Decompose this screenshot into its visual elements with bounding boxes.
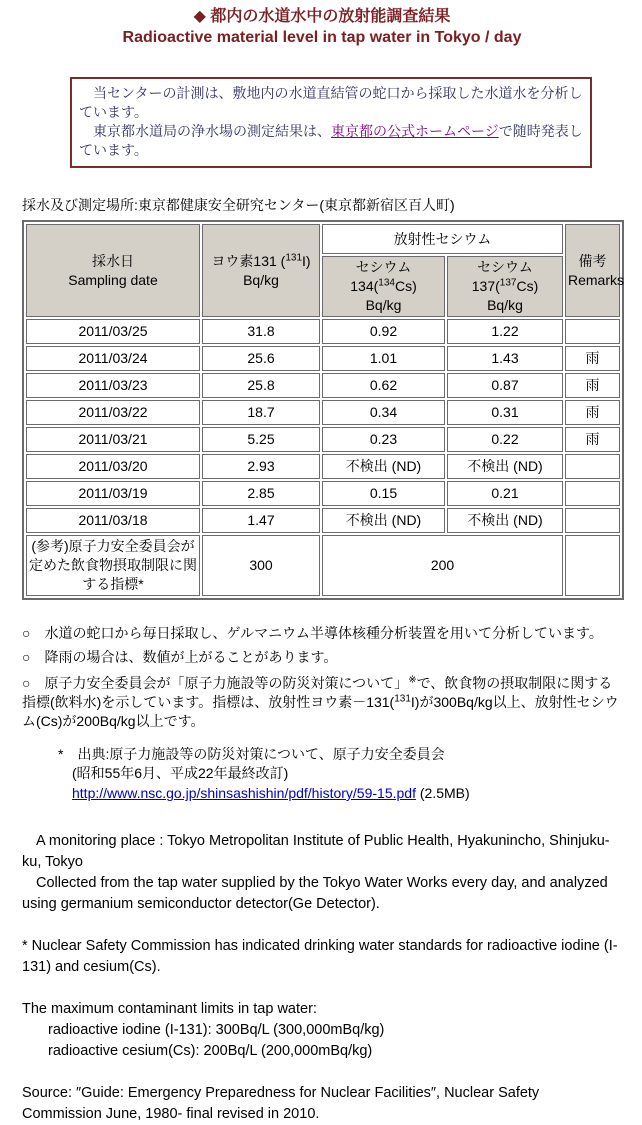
cell-cs134: 0.62 [322, 373, 445, 398]
cell-i131: 5.25 [202, 427, 320, 452]
cell-i131: 18.7 [202, 400, 320, 425]
table-row [26, 373, 620, 398]
cell-date: 2011/03/25 [26, 319, 200, 344]
limit-remark [565, 535, 620, 596]
cell-cs134: 不検出 (ND) [322, 508, 445, 533]
header-sampling-date-en: Sampling date [68, 271, 158, 288]
pdf-size: (2.5MB) [415, 785, 470, 801]
notes-section [22, 624, 622, 731]
cell-cs137: 不検出 (ND) [447, 454, 563, 479]
header-sampling-date-ja: 採水日 [92, 252, 134, 269]
limit-row [26, 535, 620, 596]
cell-date: 2011/03/18 [26, 508, 200, 533]
header-cesium-134 [322, 256, 445, 317]
header-iodine-unit: Bq/kg [243, 271, 279, 288]
limit-i131: 300 [202, 535, 320, 596]
cell-remark: 雨 [565, 427, 620, 452]
header-remarks [565, 224, 625, 317]
notice-line-1: 当センターの計測は、敷地内の水道直結管の蛇口から採取した水道水を分析しています。 [79, 85, 583, 120]
note-rainfall: ○ 降雨の場合は、数値が上がることがあります。 [22, 649, 338, 665]
note-nsc-guideline [22, 674, 622, 731]
header-cs137-sup: 137 [499, 277, 517, 289]
limits-title: The maximum contaminant limits in tap water: [22, 1001, 317, 1017]
header-cs137-suffix: Cs) [516, 278, 539, 294]
collection-method-text: Collected from the tap water supplied by the Tokyo Water Works every day, and analyzed using germanium semiconductor detector(Ge Detector). [22, 875, 608, 912]
spacer [22, 1062, 622, 1083]
header-cs137-name: セシウム [477, 259, 533, 275]
notice-box [70, 77, 592, 168]
header-sampling-date [26, 224, 200, 317]
cell-cs137: 1.43 [447, 346, 563, 371]
header-iodine-131 [202, 224, 320, 317]
spacer [22, 915, 622, 936]
cell-cs134: 0.23 [322, 427, 445, 452]
cell-cs134: 不検出 (ND) [322, 454, 445, 479]
cell-date: 2011/03/21 [26, 427, 200, 452]
source-citation [58, 745, 622, 803]
nsc-pdf-link[interactable]: http://www.nsc.go.jp/shinsashishin/pdf/history/59-15.pdf [72, 785, 416, 801]
source-line-2: (昭和55年6月、平成22年最終改訂) [72, 765, 289, 781]
source-url-line [72, 784, 622, 803]
note-daily-sampling: ○ 水道の蛇口から毎日採取し、ゲルマニウム半導体核種分析装置を用いて分析しています。 [22, 625, 603, 641]
header-cs134-suffix: Cs) [394, 278, 417, 294]
cell-i131: 31.8 [202, 319, 320, 344]
note3-part1: ○ 原子力安全委員会が「原子力施設等の防災対策について」 [22, 675, 409, 691]
header-cesium-137 [447, 256, 563, 317]
notice-line-2-before: 東京都水道局の浄水場の測定結果は、 [79, 123, 331, 139]
table-row [26, 400, 620, 425]
cell-cs134: 0.34 [322, 400, 445, 425]
cell-date: 2011/03/20 [26, 454, 200, 479]
results-table [22, 220, 624, 600]
header-cs134-unit: Bq/kg [365, 297, 402, 313]
notice-line-2-after: で随時発表しています。 [79, 123, 583, 158]
header-cs134-name: セシウム [355, 259, 412, 275]
cell-i131: 1.47 [202, 508, 320, 533]
header-iodine-sup: 131 [285, 251, 303, 263]
header-iodine-suffix: I) [302, 252, 311, 269]
limit-cesium: 200 [322, 535, 563, 596]
header-remarks-ja: 備考 [578, 252, 607, 269]
header-cs134-prefix: 134( [350, 278, 379, 294]
cell-i131: 2.85 [202, 481, 320, 506]
table-row [26, 508, 620, 533]
tokyo-homepage-link[interactable]: 東京都の公式ホームページ [331, 123, 499, 139]
spacer [22, 978, 622, 999]
limit-iodine-text: radioactive iodine (I-131): 300Bq/L (300,000mBq/kg) [48, 1022, 385, 1038]
cell-i131: 2.93 [202, 454, 320, 479]
cell-remark: 雨 [565, 346, 620, 371]
table-row [26, 454, 620, 479]
cell-remark [565, 481, 620, 506]
note3-part2: で、飲食物の摂取制限に関する指標(飲料水)を示しています。指標は、放射性ヨウ素－131( [22, 675, 613, 710]
limit-row-label: (参考)原子力安全委員会が定めた飲食物摂取制限に関する指標* [26, 535, 200, 596]
sampling-location-line: 採水及び測定場所:東京都健康安全研究センター(東京都新宿区百人町) [22, 197, 455, 213]
cell-cs137: 0.21 [447, 481, 563, 506]
header-radioactive-cesium-group: 放射性セシウム [322, 224, 563, 254]
nsc-standards-text: * Nuclear Safety Commission has indicated drinking water standards for radioactive iodine (I-131) and cesium(Cs). [22, 938, 618, 975]
cell-date: 2011/03/23 [26, 373, 200, 398]
source-english-text: Source: ″Guide: Emergency Preparedness for Nuclear Facilities″, Nuclear Safety Commission June, 1980- final revised in 2010. [22, 1085, 540, 1122]
limit-cesium-text: radioactive cesium(Cs): 200Bq/L (200,000mBq/kg) [48, 1043, 373, 1059]
page [0, 6, 642, 1125]
table-row [26, 427, 620, 452]
monitoring-place-text: A monitoring place : Tokyo Metropolitan Institute of Public Health, Hyakunincho, Shinjuku-ku, Tokyo [22, 833, 610, 870]
table-row [26, 319, 620, 344]
cell-date: 2011/03/19 [26, 481, 200, 506]
note3-ref-mark: ※ [408, 674, 417, 686]
cell-remark: 雨 [565, 373, 620, 398]
cell-cs137: 1.22 [447, 319, 563, 344]
cell-remark [565, 454, 620, 479]
cell-cs137: 不検出 (ND) [447, 508, 563, 533]
english-section [22, 831, 622, 1125]
cell-i131: 25.8 [202, 373, 320, 398]
header-cs134-sup: 134 [378, 277, 395, 289]
cell-cs137: 0.87 [447, 373, 563, 398]
page-title-ja: ◆ 都内の水道水中の放射能調査結果 [193, 8, 451, 25]
header-remarks-en: Remarks [568, 271, 625, 288]
cell-cs134: 1.01 [322, 346, 445, 371]
note3-part3: I)が300Bq/kg以上、放射性セシウム(Cs)が200Bq/kg以上です。 [22, 694, 619, 729]
header-iodine-prefix: ヨウ素131 ( [211, 252, 286, 269]
page-title-en: Radioactive material level in tap water in Tokyo / day [122, 29, 522, 46]
note3-iodine-sup: 131 [394, 693, 411, 705]
cell-date: 2011/03/22 [26, 400, 200, 425]
source-line-1: * 出典:原子力施設等の防災対策について、原子力安全委員会 [58, 746, 445, 762]
cell-date: 2011/03/24 [26, 346, 200, 371]
cell-cs137: 0.31 [447, 400, 563, 425]
header-cs137-unit: Bq/kg [487, 297, 523, 313]
cell-cs134: 0.92 [322, 319, 445, 344]
header-cs137-prefix: 137( [471, 278, 500, 294]
cell-remark: 雨 [565, 400, 620, 425]
cell-i131: 25.6 [202, 346, 320, 371]
cell-cs137: 0.22 [447, 427, 563, 452]
cell-cs134: 0.15 [322, 481, 445, 506]
cell-remark [565, 508, 620, 533]
table-row [26, 481, 620, 506]
cell-remark [565, 319, 620, 344]
table-row [26, 346, 620, 371]
page-title [22, 6, 622, 48]
